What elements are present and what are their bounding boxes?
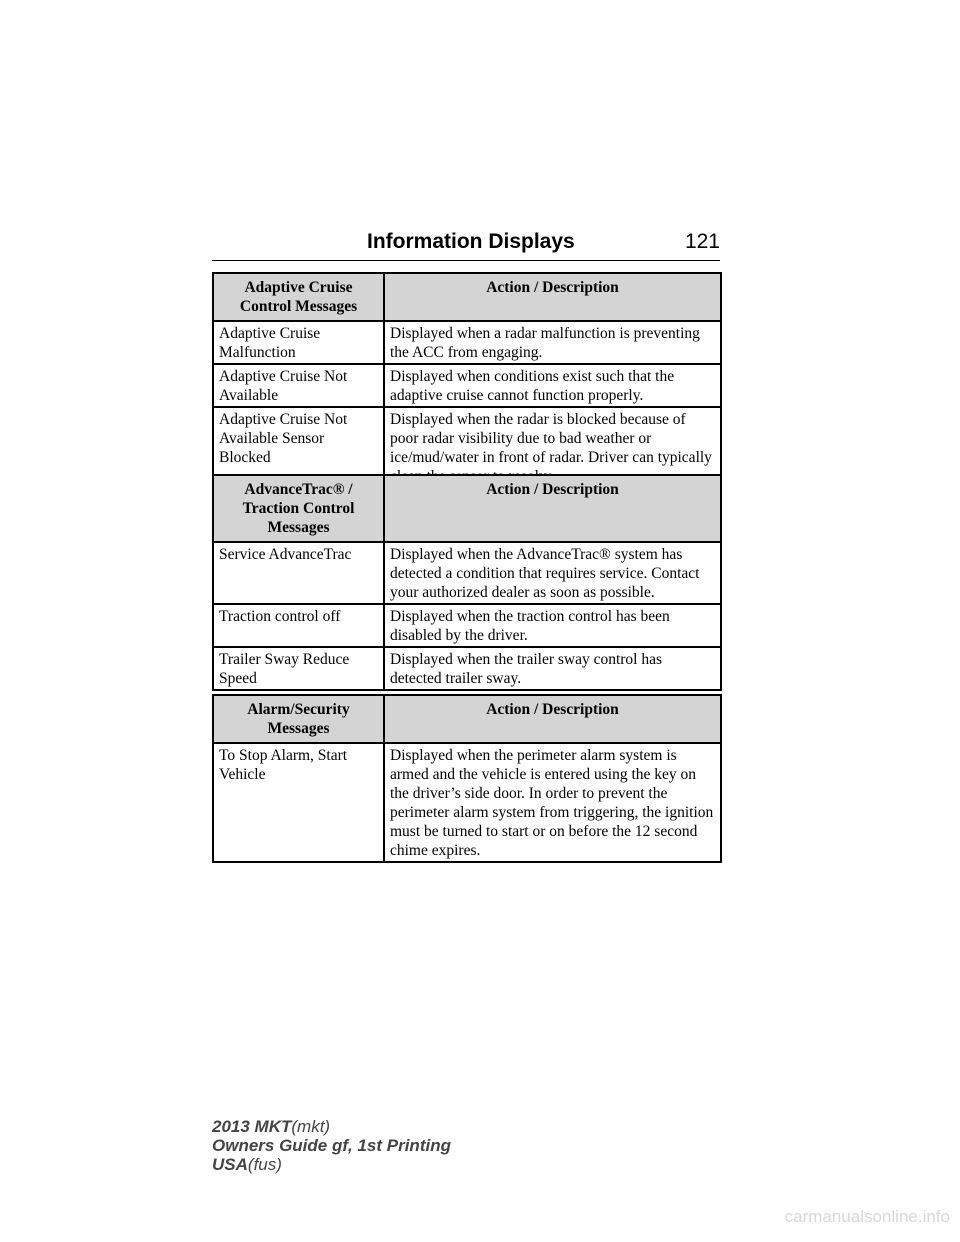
column-header-description: Action / Description [384,695,721,743]
footer-model-code: (mkt) [291,1117,331,1136]
message-cell: Adaptive Cruise Malfunction [213,321,384,364]
header-rule [212,260,720,261]
page-number: 121 [684,230,720,253]
message-cell: Trailer Sway Reduce Speed [213,647,384,690]
column-header-messages: Adaptive Cruise Control Messages [213,273,384,321]
section-title: Information Displays [367,230,575,253]
column-header-description: Action / Description [384,273,721,321]
description-cell: Displayed when the AdvanceTrac® system has detected a condition that requires service. Contact your authorized dealer as soon as possible. [384,542,721,604]
message-cell: Traction control off [213,604,384,647]
description-cell: Displayed when conditions exist such that the adaptive cruise cannot function properly. [384,364,721,407]
table-header-row [213,695,721,743]
footer-line-guide [212,1136,451,1155]
table-row [213,364,721,407]
table-header-row [213,475,721,542]
table-row [213,542,721,604]
adaptive-cruise-messages-table [212,272,722,489]
column-header-description: Action / Description [384,475,721,542]
table-row [213,647,721,690]
page-header [212,228,720,262]
description-cell: Displayed when the radar is blocked because of poor radar visibility due to bad weather or ice/mud/water in front of radar. Driver can typically [384,407,721,488]
message-cell: To Stop Alarm, Start Vehicle [213,743,384,862]
advancetrac-messages-table [212,474,722,691]
footer-market-code: (fus) [247,1155,282,1174]
message-cell: Adaptive Cruise Not Available [213,364,384,407]
column-header-messages: AdvanceTrac® / Traction Control Messages [213,475,384,542]
description-cell: Displayed when the traction control has been disabled by the driver. [384,604,721,647]
table-row [213,321,721,364]
footer-line-market [212,1155,451,1174]
message-cell: Adaptive Cruise Not Available Sensor Blocked [213,407,384,488]
footer-guide: Owners Guide gf, 1st Printing [212,1136,451,1155]
table-header-row [213,273,721,321]
table-row [213,743,721,862]
watermark: carmanualsonline.info [784,1207,950,1226]
description-cell: Displayed when a radar malfunction is preventing the ACC from engaging. [384,321,721,364]
footer-model: 2013 MKT [212,1117,292,1136]
column-header-messages: Alarm/Security Messages [213,695,384,743]
print-footer [212,1117,451,1174]
footer-market: USA [212,1155,248,1174]
footer-line-model [212,1117,451,1136]
table-row [213,604,721,647]
message-cell: Service AdvanceTrac [213,542,384,604]
alarm-security-messages-table [212,694,722,863]
description-cell: Displayed when the perimeter alarm system is armed and the vehicle is entered using the key on the driver’s side door. In order to prevent the perimeter alarm system from triggering, the ignition must be turned to start or on before the 12 second chime expires. [384,743,721,862]
description-cell: Displayed when the trailer sway control has detected trailer sway. [384,647,721,690]
